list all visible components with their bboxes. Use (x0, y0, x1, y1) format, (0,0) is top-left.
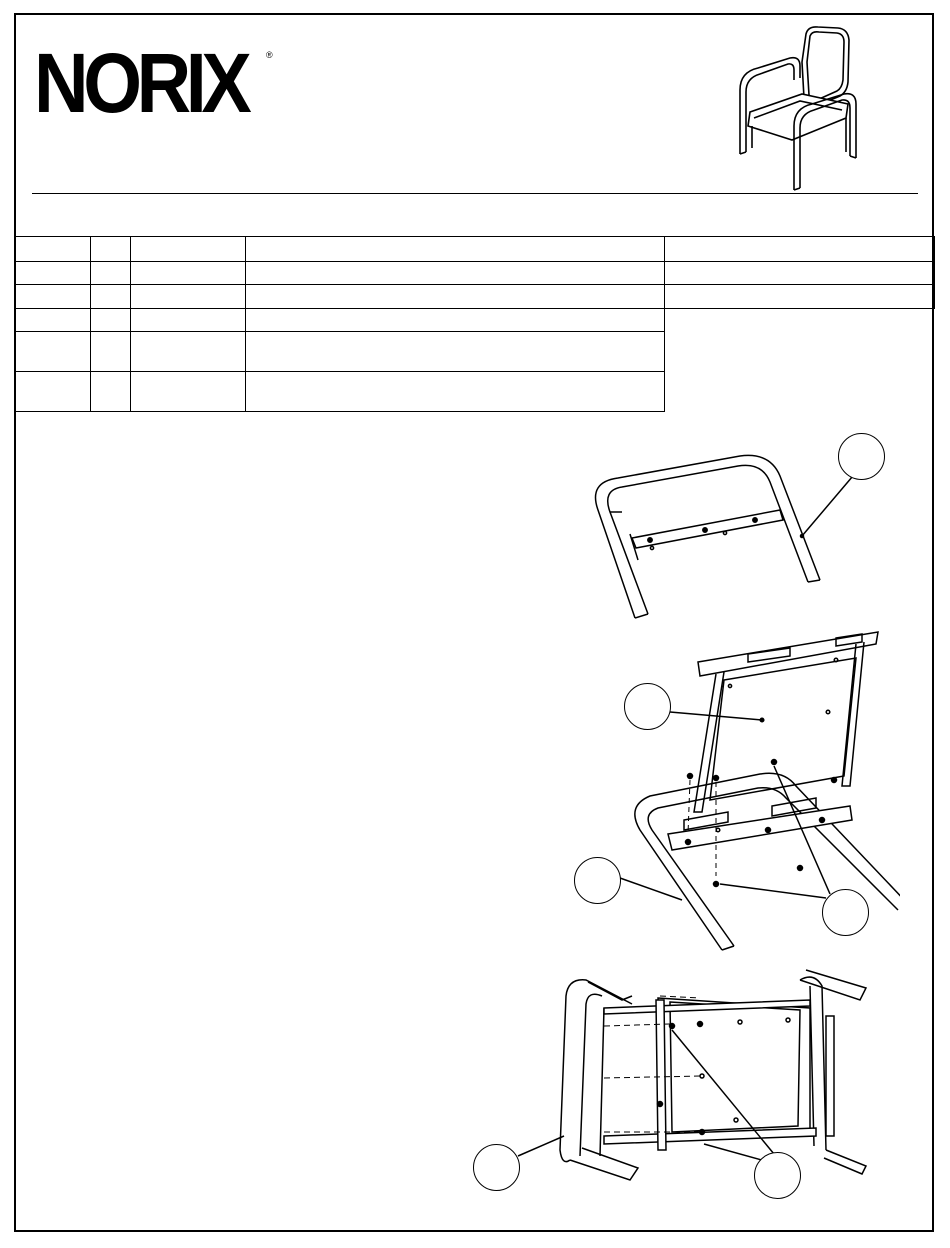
norix-logo (34, 36, 274, 130)
table-cell (665, 237, 935, 262)
callout-circle (822, 889, 869, 936)
table-cell (131, 285, 246, 309)
table-row (15, 309, 935, 332)
table-cell (91, 262, 131, 285)
table-row (15, 285, 935, 309)
table-cell (15, 332, 91, 372)
table-cell (665, 309, 935, 412)
table-cell (665, 285, 935, 309)
header-rule (32, 193, 918, 194)
table-cell (91, 372, 131, 412)
table-cell (246, 332, 665, 372)
step-3-underside-diagram (470, 960, 880, 1200)
logo-text: NORIX (34, 36, 247, 130)
table-cell (131, 332, 246, 372)
table-cell (91, 285, 131, 309)
table-cell (15, 285, 91, 309)
table-cell (246, 285, 665, 309)
chair-illustration (728, 22, 863, 192)
table-cell (131, 372, 246, 412)
table-cell (131, 237, 246, 262)
table-row (15, 262, 935, 285)
table-cell (131, 262, 246, 285)
parts-table (14, 236, 935, 412)
table-cell (246, 309, 665, 332)
table-cell (246, 372, 665, 412)
table-cell (15, 309, 91, 332)
callout-circle (754, 1152, 801, 1199)
callout-circle (838, 433, 885, 480)
callout-circle (473, 1144, 520, 1191)
table-cell (15, 372, 91, 412)
table-cell (91, 332, 131, 372)
table-cell (246, 237, 665, 262)
table-cell (91, 309, 131, 332)
table-cell (246, 262, 665, 285)
table-cell (15, 262, 91, 285)
registered-mark: ® (266, 50, 273, 60)
table-cell (131, 309, 246, 332)
table-cell (665, 262, 935, 285)
callout-circle (574, 857, 621, 904)
table-cell (91, 237, 131, 262)
table-row (15, 237, 935, 262)
table-cell (15, 237, 91, 262)
callout-circle (624, 683, 671, 730)
